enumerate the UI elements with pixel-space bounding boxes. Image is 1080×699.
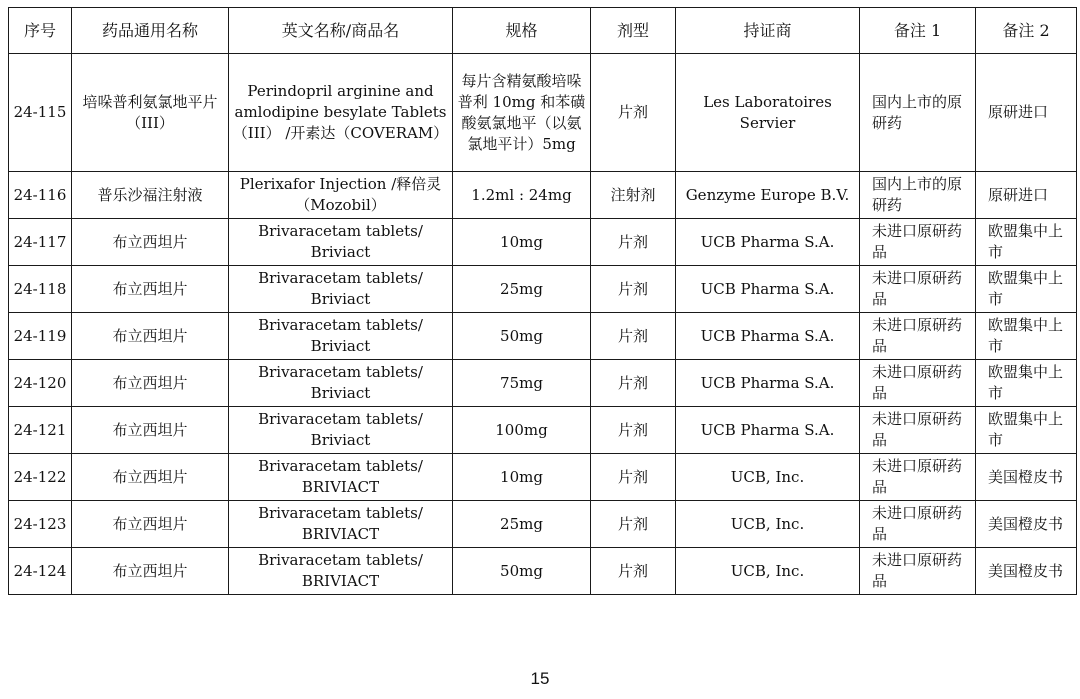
cell-license-holder: UCB, Inc.: [676, 548, 860, 595]
cell-note-2: 欧盟集中上市: [976, 407, 1077, 454]
cell-note-2: 美国橙皮书: [976, 501, 1077, 548]
cell-note-2: 欧盟集中上市: [976, 219, 1077, 266]
cell-license-holder: UCB Pharma S.A.: [676, 219, 860, 266]
cell-english-name: Brivaracetam tablets/ Briviact: [229, 266, 453, 313]
cell-generic-name: 布立西坦片: [72, 548, 229, 595]
cell-dosage-form: 片剂: [591, 313, 676, 360]
table-row: [9, 54, 1077, 172]
cell-serial-number: 24-116: [9, 172, 72, 219]
cell-serial-number: 24-115: [9, 54, 72, 172]
cell-specification: 50mg: [453, 548, 591, 595]
cell-generic-name: 培哚普利氨氯地平片（III）: [72, 54, 229, 172]
cell-dosage-form: 注射剂: [591, 172, 676, 219]
cell-note-1: 国内上市的原研药: [860, 54, 976, 172]
header-row: [9, 8, 1077, 54]
cell-specification: 10mg: [453, 454, 591, 501]
header-note-1: 备注 1: [860, 8, 976, 54]
cell-generic-name: 普乐沙福注射液: [72, 172, 229, 219]
table-row: [9, 548, 1077, 595]
header-generic-name: 药品通用名称: [72, 8, 229, 54]
cell-note-1: 未进口原研药品: [860, 407, 976, 454]
cell-specification: 10mg: [453, 219, 591, 266]
cell-license-holder: UCB Pharma S.A.: [676, 407, 860, 454]
cell-serial-number: 24-124: [9, 548, 72, 595]
cell-dosage-form: 片剂: [591, 54, 676, 172]
page-number: 15: [530, 669, 550, 688]
cell-serial-number: 24-118: [9, 266, 72, 313]
table-header: [9, 8, 1077, 54]
cell-note-1: 未进口原研药品: [860, 454, 976, 501]
cell-generic-name: 布立西坦片: [72, 454, 229, 501]
cell-dosage-form: 片剂: [591, 501, 676, 548]
cell-specification: 25mg: [453, 266, 591, 313]
cell-note-2: 原研进口: [976, 54, 1077, 172]
cell-license-holder: UCB, Inc.: [676, 454, 860, 501]
cell-specification: 1.2ml : 24mg: [453, 172, 591, 219]
cell-serial-number: 24-117: [9, 219, 72, 266]
cell-license-holder: Genzyme Europe B.V.: [676, 172, 860, 219]
cell-english-name: Brivaracetam tablets/ BRIVIACT: [229, 548, 453, 595]
table-row: [9, 407, 1077, 454]
cell-english-name: Brivaracetam tablets/ BRIVIACT: [229, 501, 453, 548]
cell-generic-name: 布立西坦片: [72, 501, 229, 548]
header-english-name: 英文名称/商品名: [229, 8, 453, 54]
cell-dosage-form: 片剂: [591, 266, 676, 313]
cell-license-holder: Les Laboratoires Servier: [676, 54, 860, 172]
cell-dosage-form: 片剂: [591, 360, 676, 407]
table-row: [9, 501, 1077, 548]
header-license-holder: 持证商: [676, 8, 860, 54]
header-dosage-form: 剂型: [591, 8, 676, 54]
cell-note-1: 未进口原研药品: [860, 501, 976, 548]
cell-license-holder: UCB, Inc.: [676, 501, 860, 548]
cell-note-1: 未进口原研药品: [860, 266, 976, 313]
cell-specification: 100mg: [453, 407, 591, 454]
cell-specification: 75mg: [453, 360, 591, 407]
header-note-2: 备注 2: [976, 8, 1077, 54]
cell-generic-name: 布立西坦片: [72, 407, 229, 454]
cell-english-name: Brivaracetam tablets/ Briviact: [229, 313, 453, 360]
cell-generic-name: 布立西坦片: [72, 219, 229, 266]
table-row: [9, 219, 1077, 266]
cell-english-name: Brivaracetam tablets/ Briviact: [229, 360, 453, 407]
table-row: [9, 266, 1077, 313]
cell-english-name: Brivaracetam tablets/ Briviact: [229, 219, 453, 266]
cell-english-name: Brivaracetam tablets/ Briviact: [229, 407, 453, 454]
header-specification: 规格: [453, 8, 591, 54]
cell-english-name: Plerixafor Injection /释倍灵（Mozobil）: [229, 172, 453, 219]
cell-note-1: 未进口原研药品: [860, 219, 976, 266]
cell-license-holder: UCB Pharma S.A.: [676, 266, 860, 313]
cell-note-2: 原研进口: [976, 172, 1077, 219]
cell-dosage-form: 片剂: [591, 548, 676, 595]
cell-generic-name: 布立西坦片: [72, 266, 229, 313]
cell-dosage-form: 片剂: [591, 407, 676, 454]
table-row: [9, 454, 1077, 501]
cell-specification: 25mg: [453, 501, 591, 548]
header-serial-number: 序号: [9, 8, 72, 54]
cell-generic-name: 布立西坦片: [72, 313, 229, 360]
cell-note-1: 未进口原研药品: [860, 313, 976, 360]
cell-serial-number: 24-122: [9, 454, 72, 501]
cell-english-name: Perindopril arginine and amlodipine besylate Tablets（III） /开素达（COVERAM）: [229, 54, 453, 172]
cell-english-name: Brivaracetam tablets/ BRIVIACT: [229, 454, 453, 501]
cell-dosage-form: 片剂: [591, 454, 676, 501]
table-row: [9, 360, 1077, 407]
cell-note-2: 欧盟集中上市: [976, 266, 1077, 313]
cell-license-holder: UCB Pharma S.A.: [676, 360, 860, 407]
cell-note-1: 未进口原研药品: [860, 548, 976, 595]
table-row: [9, 172, 1077, 219]
cell-note-2: 欧盟集中上市: [976, 360, 1077, 407]
cell-note-2: 美国橙皮书: [976, 548, 1077, 595]
cell-generic-name: 布立西坦片: [72, 360, 229, 407]
drug-list-table: [8, 7, 1077, 595]
table-body: [9, 54, 1077, 595]
cell-dosage-form: 片剂: [591, 219, 676, 266]
cell-note-2: 美国橙皮书: [976, 454, 1077, 501]
cell-license-holder: UCB Pharma S.A.: [676, 313, 860, 360]
cell-specification: 50mg: [453, 313, 591, 360]
cell-specification: 每片含精氨酸培哚普利 10mg 和苯磺酸氨氯地平（以氨氯地平计）5mg: [453, 54, 591, 172]
cell-note-2: 欧盟集中上市: [976, 313, 1077, 360]
cell-note-1: 国内上市的原研药: [860, 172, 976, 219]
cell-serial-number: 24-120: [9, 360, 72, 407]
table-row: [9, 313, 1077, 360]
cell-serial-number: 24-121: [9, 407, 72, 454]
cell-note-1: 未进口原研药品: [860, 360, 976, 407]
cell-serial-number: 24-123: [9, 501, 72, 548]
cell-serial-number: 24-119: [9, 313, 72, 360]
